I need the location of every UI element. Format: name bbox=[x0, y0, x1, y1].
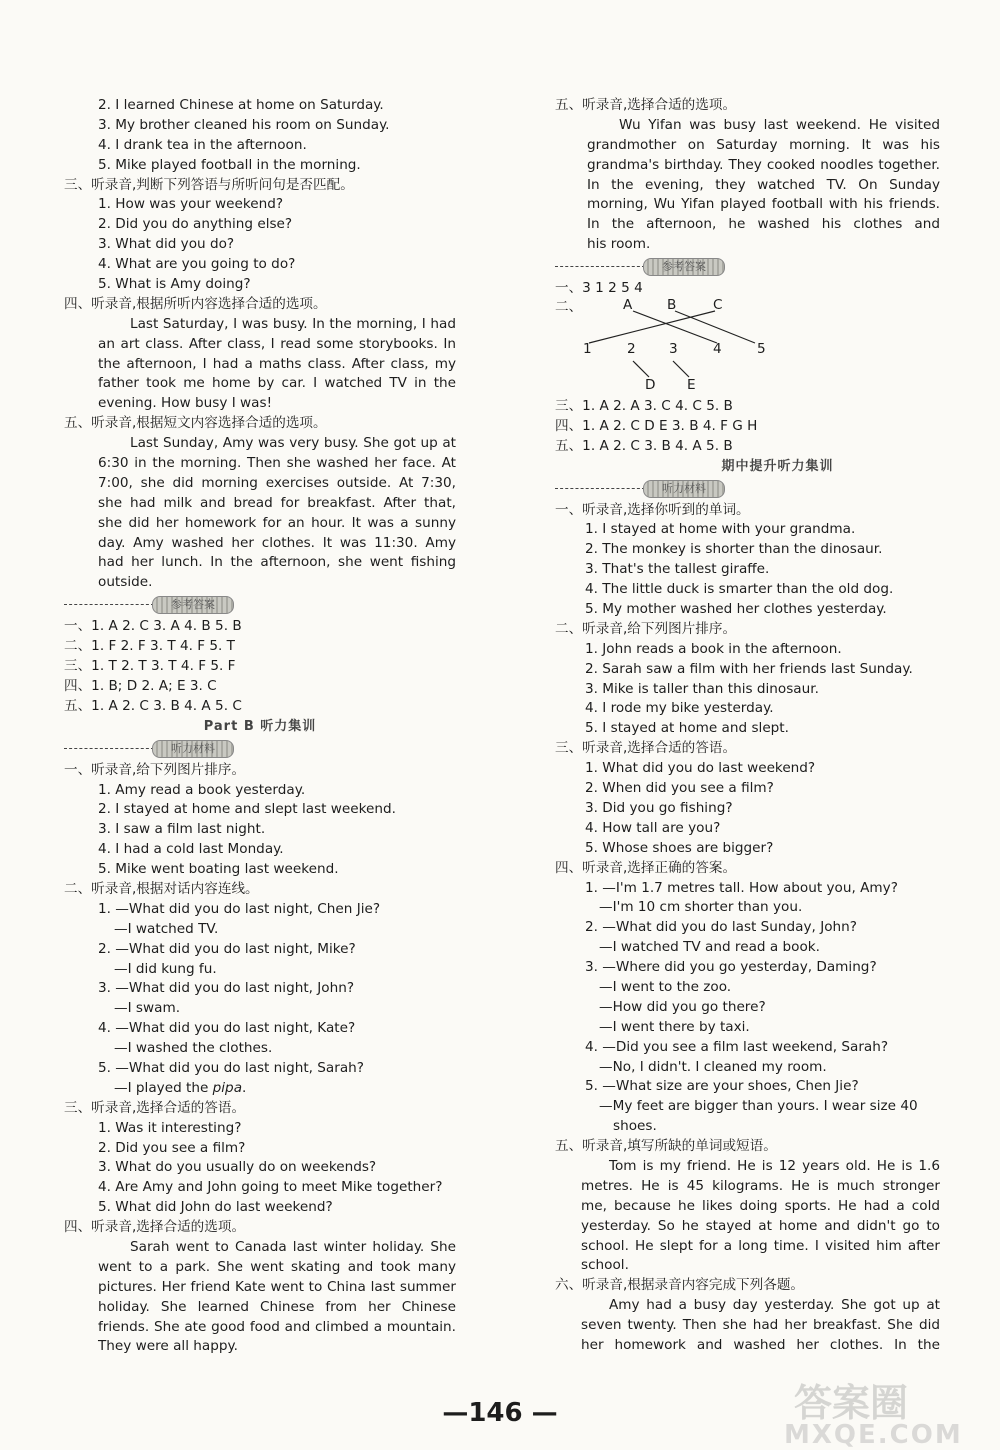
list-item: 4. I had a cold last Monday. bbox=[98, 841, 284, 858]
question-item: 3. What did you do? bbox=[98, 236, 235, 253]
answer-line: 四、1. A 2. C D E 3. B 4. F G H bbox=[555, 417, 758, 434]
answer-punct: . bbox=[242, 1079, 247, 1096]
question-item: 4. Are Amy and John going to meet Mike together? bbox=[98, 1179, 443, 1196]
passage-line: In the evening, they watched TV. On Sunday bbox=[587, 176, 940, 193]
passage-line: she did her homework for an hour. It was a sunny bbox=[98, 514, 456, 531]
passage-line: went to a park. She went skating and took many bbox=[98, 1258, 456, 1275]
dashed-rule bbox=[555, 488, 645, 489]
dialogue-question: 3. —Where did you go yesterday, Daming? bbox=[585, 959, 877, 976]
match-number: 2 bbox=[627, 341, 636, 358]
passage-line: They were all happy. bbox=[98, 1338, 238, 1355]
passage-line: Last Sunday, Amy was very busy. She got up at bbox=[130, 435, 456, 452]
question-item: 3. Did you go fishing? bbox=[585, 799, 733, 816]
answer-text: —I played the bbox=[114, 1079, 213, 1096]
match-bottom-label: E bbox=[687, 377, 696, 394]
passage-line: pictures. Her friend Kate went to China last summer bbox=[98, 1278, 456, 1295]
watermark-url: MXQE.COM bbox=[784, 1420, 963, 1450]
list-item: 2. Sarah saw a film with her friends last Sunday. bbox=[585, 660, 913, 677]
passage-line: seven twenty. Then she had her breakfast. She did bbox=[581, 1317, 940, 1334]
dialogue-answer bbox=[64, 1079, 456, 1099]
passage-line: school. bbox=[581, 1257, 629, 1274]
dialogue-question: 5. —What size are your shoes, Chen Jie? bbox=[585, 1078, 859, 1095]
section-heading: 二、听录音,根据对话内容连线。 bbox=[64, 880, 259, 897]
text-line: 3. My brother cleaned his room on Sunday. bbox=[98, 116, 390, 133]
list-item: 3. I saw a film last night. bbox=[98, 821, 266, 838]
italic-word: pipa bbox=[212, 1079, 243, 1096]
list-item: 4. I rode my bike yesterday. bbox=[585, 700, 774, 717]
dialogue-answer: —I went there by taxi. bbox=[599, 1018, 750, 1035]
section-heading: 三、听录音,判断下列答语与所听问句是否匹配。 bbox=[64, 176, 354, 193]
dialogue-answer: —I watched TV and read a book. bbox=[599, 939, 820, 956]
dialogue-answer: —I went to the zoo. bbox=[599, 978, 732, 995]
passage-line: 6:30 in the morning. Then she washed her face. At bbox=[98, 455, 456, 472]
answers-divider bbox=[555, 255, 940, 279]
watermark-text: 答案圈 bbox=[794, 1381, 909, 1425]
left-column bbox=[64, 96, 456, 1357]
match-bottom-label: D bbox=[645, 377, 656, 394]
answer-line: 三、1. T 2. T 3. T 4. F 5. F bbox=[64, 658, 236, 675]
material-divider bbox=[555, 477, 940, 501]
question-item: 3. What do you usually do on weekends? bbox=[98, 1159, 377, 1176]
section-heading: 四、听录音,根据所听内容选择合适的选项。 bbox=[64, 295, 327, 312]
answer-line: 一、3 1 2 5 4 bbox=[555, 280, 643, 297]
answers-divider bbox=[64, 593, 456, 617]
question-item: 5. What did John do last weekend? bbox=[98, 1199, 333, 1216]
answers-tag: 参考答案 bbox=[152, 596, 234, 614]
part-b-title: Part B 听力集训 bbox=[203, 718, 317, 734]
section-heading: 一、听录音,给下列图片排序。 bbox=[64, 761, 246, 778]
question-item: 2. When did you see a film? bbox=[585, 780, 774, 797]
dialogue-question: 2. —What did you do last night, Mike? bbox=[98, 940, 356, 957]
section-heading: 三、听录音,选择合适的答语。 bbox=[64, 1099, 246, 1116]
list-item: 5. Mike went boating last weekend. bbox=[98, 861, 339, 878]
text-line: 2. I learned Chinese at home on Saturday. bbox=[98, 97, 384, 113]
answer-prefix: 二、 bbox=[555, 299, 583, 316]
passage-line: school. He slept for a long time. I visited him after bbox=[581, 1237, 940, 1254]
matching-lines bbox=[555, 297, 815, 397]
passage-line: evening. How busy I was! bbox=[98, 395, 273, 412]
section-heading: 四、听录音,选择正确的答案。 bbox=[555, 859, 737, 876]
match-number: 5 bbox=[757, 341, 766, 358]
material-tag: 听力材料 bbox=[643, 480, 725, 498]
passage-line: grandmother on Saturday morning. It was his bbox=[587, 136, 940, 153]
dialogue-answer: —I washed the clothes. bbox=[114, 1040, 273, 1057]
section-heading: 二、听录音,给下列图片排序。 bbox=[555, 620, 737, 637]
right-column bbox=[555, 96, 940, 1356]
answer-line: 一、1. A 2. C 3. A 4. B 5. B bbox=[64, 618, 242, 635]
passage-line: his room. bbox=[587, 236, 651, 253]
dashed-rule bbox=[64, 604, 154, 605]
section-heading: 一、听录音,选择你听到的单词。 bbox=[555, 501, 750, 518]
passage-line: an art class. After class, I read some storybooks. In bbox=[98, 335, 456, 352]
section-heading: 五、听录音,根据短文内容选择合适的选项。 bbox=[64, 415, 327, 432]
answer-line: 五、1. A 2. C 3. B 4. A 5. B bbox=[555, 437, 733, 454]
answer-line: 五、1. A 2. C 3. B 4. A 5. C bbox=[64, 697, 242, 714]
passage-line: father took me home by car. I watched TV in the bbox=[98, 375, 456, 392]
section-heading: 六、听录音,根据录音内容完成下列各题。 bbox=[555, 1277, 805, 1294]
dialogue-answer: —I watched TV. bbox=[114, 920, 219, 937]
section-heading: 四、听录音,选择合适的选项。 bbox=[64, 1219, 246, 1236]
match-top-label: A bbox=[623, 297, 633, 314]
question-item: 2. Did you do anything else? bbox=[98, 216, 293, 233]
answer-line: 二、1. F 2. F 3. T 4. F 5. T bbox=[64, 638, 235, 655]
passage-line: had her lunch. In the afternoon, she went fishing bbox=[98, 554, 456, 571]
section-heading: 五、听录音,选择合适的选项。 bbox=[555, 97, 737, 113]
question-item: 4. What are you going to do? bbox=[98, 256, 296, 273]
passage-line: 7:00, she did morning exercises outside. At 7:30, bbox=[98, 474, 456, 491]
dialogue-answer: —I'm 10 cm shorter than you. bbox=[599, 899, 803, 916]
passage-line: Wu Yifan was busy last weekend. He visited bbox=[619, 116, 940, 133]
dialogue-answer: —My feet are bigger than yours. I wear size 40 bbox=[599, 1098, 918, 1115]
dialogue-question: 4. —What did you do last night, Kate? bbox=[98, 1020, 356, 1037]
list-item: 5. I stayed at home and slept. bbox=[585, 720, 789, 737]
passage-line: In the afternoon, he washed his clothes and bbox=[587, 216, 940, 233]
question-item: 1. What did you do last weekend? bbox=[585, 760, 816, 777]
dialogue-question: 4. —Did you see a film last weekend, Sarah? bbox=[585, 1038, 889, 1055]
material-tag: 听力材料 bbox=[152, 740, 234, 758]
list-item: 2. The monkey is shorter than the dinosaur. bbox=[585, 541, 883, 558]
list-item: 1. I stayed at home with your grandma. bbox=[585, 521, 856, 538]
dialogue-answer: —I swam. bbox=[114, 1000, 181, 1017]
dialogue-answer: —How did you go there? bbox=[599, 998, 766, 1015]
passage-line: Sarah went to Canada last winter holiday. She bbox=[130, 1238, 456, 1255]
question-item: 4. How tall are you? bbox=[585, 819, 721, 836]
answers-tag: 参考答案 bbox=[643, 258, 725, 276]
passage-line: metres. He is 45 kilograms. He is much stronger bbox=[581, 1177, 940, 1194]
match-top-label: C bbox=[713, 297, 723, 314]
passage-line: holiday. She learned Chinese from her Chinese bbox=[98, 1298, 456, 1315]
passage-line: grandma's birthday. They cooked noodles together. bbox=[587, 156, 940, 173]
text-line: 4. I drank tea in the afternoon. bbox=[98, 136, 307, 153]
passage-line: Tom is my friend. He is 12 years old. He is 1.6 bbox=[609, 1157, 940, 1174]
question-item: 1. Was it interesting? bbox=[98, 1119, 242, 1136]
matching-diagram bbox=[555, 297, 815, 397]
dialogue-question: 3. —What did you do last night, John? bbox=[98, 980, 355, 997]
list-item: 1. John reads a book in the afternoon. bbox=[585, 640, 842, 657]
dialogue-answer: shoes. bbox=[613, 1118, 657, 1135]
page-number: —146 — bbox=[442, 1398, 558, 1428]
passage-line: her homework and washed her clothes. In the bbox=[581, 1336, 940, 1353]
match-number: 3 bbox=[669, 341, 678, 358]
dialogue-answer: —I did kung fu. bbox=[114, 960, 217, 977]
dashed-rule bbox=[64, 748, 154, 749]
material-divider bbox=[64, 737, 456, 761]
question-item: 5. Whose shoes are bigger? bbox=[585, 839, 774, 856]
list-item: 4. The little duck is smarter than the old dog. bbox=[585, 581, 894, 598]
match-top-label: B bbox=[667, 297, 677, 314]
passage-line: the afternoon, I had a maths class. After class, my bbox=[98, 355, 456, 372]
answer-line: 四、1. B; D 2. A; E 3. C bbox=[64, 677, 217, 694]
passage-line: outside. bbox=[98, 574, 153, 591]
question-item: 2. Did you see a film? bbox=[98, 1139, 246, 1156]
list-item: 3. Mike is taller than this dinosaur. bbox=[585, 680, 819, 697]
dialogue-question: 5. —What did you do last night, Sarah? bbox=[98, 1059, 365, 1076]
list-item: 2. I stayed at home and slept last weekend. bbox=[98, 801, 396, 818]
dialogue-question: 1. —What did you do last night, Chen Jie? bbox=[98, 900, 381, 917]
match-number: 4 bbox=[713, 341, 722, 358]
passage-line: she had milk and bread for breakfast. After that, bbox=[98, 494, 456, 511]
list-item: 1. Amy read a book yesterday. bbox=[98, 781, 306, 798]
passage-line: me, because he likes doing sports. He had a cold bbox=[581, 1197, 940, 1214]
question-item: 5. What is Amy doing? bbox=[98, 276, 251, 293]
text-line: 5. Mike played football in the morning. bbox=[98, 156, 361, 173]
midterm-title: 期中提升听力集训 bbox=[721, 458, 834, 474]
section-heading: 五、听录音,填写所缺的单词或短语。 bbox=[555, 1138, 777, 1155]
passage-line: day. Amy washed her clothes. It was 11:30. Amy bbox=[98, 534, 456, 551]
dashed-rule bbox=[555, 266, 645, 267]
list-item: 3. That's the tallest giraffe. bbox=[585, 561, 770, 578]
dialogue-question: 2. —What did you do last Sunday, John? bbox=[585, 919, 857, 936]
passage-line: Last Saturday, I was busy. In the morning, I had bbox=[130, 315, 456, 332]
passage-line: yesterday. So he stayed at home and didn't go to bbox=[581, 1217, 940, 1234]
list-item: 5. My mother washed her clothes yesterday. bbox=[585, 601, 887, 618]
dialogue-question: 1. —I'm 1.7 metres tall. How about you, Amy? bbox=[585, 879, 898, 896]
answer-line: 三、1. A 2. A 3. C 4. C 5. B bbox=[555, 398, 733, 415]
section-heading: 三、听录音,选择合适的答语。 bbox=[555, 740, 737, 757]
match-number: 1 bbox=[583, 341, 592, 358]
passage-line: Amy had a busy day yesterday. She got up at bbox=[609, 1297, 940, 1314]
question-item: 1. How was your weekend? bbox=[98, 196, 284, 213]
passage-line: morning, Wu Yifan played football with his friends. bbox=[587, 196, 940, 213]
passage-line: friends. She ate good food and climbed a mountain. bbox=[98, 1318, 456, 1335]
dialogue-answer: —No, I didn't. I cleaned my room. bbox=[599, 1058, 827, 1075]
